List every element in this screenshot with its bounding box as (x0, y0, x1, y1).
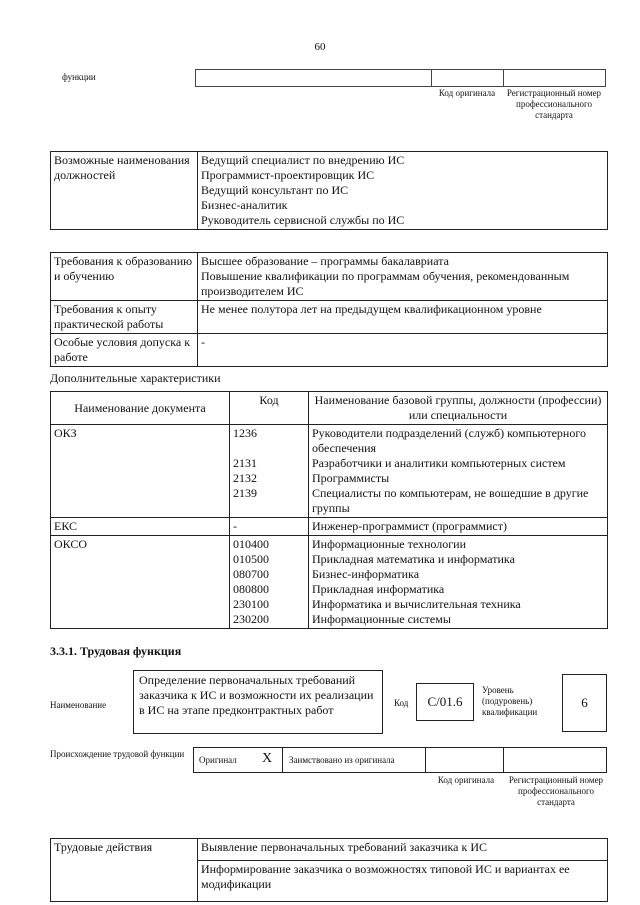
page-number: 60 (314, 41, 326, 53)
origin-label: Происхождение трудовой функции (50, 749, 185, 759)
name-value: Прикладная математика и информатика (312, 552, 515, 566)
borrowed-label: Заимствовано из оригинала (289, 755, 395, 765)
position-item: Программист-проектировщик ИС (201, 168, 375, 182)
reg-number-caption: Регистрационный номер профессионального стандарта (508, 775, 604, 807)
header-name: Наименование базовой группы, должности (профессии) или специальности (309, 392, 608, 425)
code-value: 080800 (233, 582, 269, 596)
code-value: 2139 (233, 486, 257, 500)
position-item: Руководитель сервисной службы по ИС (201, 213, 405, 227)
education-value (198, 253, 608, 301)
code-label: Код (394, 698, 409, 708)
actions-label: Трудовые действия (51, 839, 198, 902)
positions-list (198, 152, 608, 230)
positions-label: Возможные наименования должностей (51, 152, 198, 230)
names-okso (309, 536, 608, 629)
name-value: Специалисты по компьютерам, не вошедшие в другие группы (312, 486, 589, 515)
reg-number-caption: Регистрационный номер профессионального стандарта (506, 88, 602, 120)
section-heading: 3.3.1. Трудовая функция (50, 644, 182, 658)
function-name-box: Определение первоначальных требований заказчика к ИС и возможности их реализации в ИС на этапе предконтрактных работ (133, 670, 383, 734)
positions-table (50, 151, 608, 230)
divider (503, 747, 504, 773)
education-line: Повышение квалификации по программам обучения, рекомендованным производителем ИС (201, 269, 570, 298)
education-label: Требования к образованию и обучению (51, 253, 198, 301)
position-item: Ведущий консультант по ИС (201, 183, 349, 197)
name-value: Информационные системы (312, 612, 451, 626)
code-value: 2131 (233, 456, 257, 470)
requirements-table (50, 252, 608, 367)
doc-eks: ЕКС (51, 518, 230, 536)
original-mark: X (262, 751, 273, 766)
names-okz (309, 425, 608, 518)
function-code-box: С/01.6 (416, 683, 474, 721)
function-label: функции (62, 72, 96, 82)
experience-label: Требования к опыту практической работы (51, 301, 198, 334)
name-value: Инженер-программист (программист) (309, 518, 608, 536)
name-value: Руководители подразделений (служб) компьютерного обеспечения (312, 426, 586, 455)
conditions-label: Особые условия допуска к работе (51, 334, 198, 367)
code-value: 230200 (233, 612, 269, 626)
origin-row (193, 747, 607, 773)
codes-okz (230, 425, 309, 518)
name-value: Информационные технологии (312, 537, 467, 551)
code-value: - (230, 518, 309, 536)
level-box: 6 (562, 674, 607, 732)
action-item: Выявление первоначальных требований заказчика к ИС (198, 839, 608, 861)
code-value: 010400 (233, 537, 269, 551)
codes-okso (230, 536, 309, 629)
education-line: Высшее образование – программы бакалавриата (201, 254, 449, 268)
experience-value: Не менее полутора лет на предыдущем квалификационном уровне (198, 301, 608, 334)
actions-table (50, 838, 608, 902)
name-value: Разработчики и аналитики компьютерных систем (312, 456, 566, 470)
header-code: Код (230, 392, 309, 425)
conditions-value: - (198, 334, 608, 367)
name-value: Бизнес-информатика (312, 567, 420, 581)
action-item: Информирование заказчика о возможностях типовой ИС и вариантах ее модификации (198, 861, 608, 902)
name-value: Программисты (312, 471, 390, 485)
code-value: 010500 (233, 552, 269, 566)
doc-okso: ОКСО (51, 536, 230, 629)
code-original-caption: Код оригинала (438, 88, 496, 98)
extra-title: Дополнительные характеристики (50, 371, 221, 385)
doc-okz: ОКЗ (51, 425, 230, 518)
origin-reg-cell (503, 69, 606, 87)
position-item: Бизнес-аналитик (201, 198, 288, 212)
divider (425, 747, 426, 773)
original-label: Оригинал (199, 755, 237, 765)
code-value: 2132 (233, 471, 257, 485)
origin-empty-cell (195, 69, 432, 87)
name-value: Информатика и вычислительная техника (312, 597, 521, 611)
code-value: 1236 (233, 426, 257, 440)
extra-table (50, 391, 608, 629)
code-original-caption: Код оригинала (437, 775, 495, 785)
name-value: Прикладная информатика (312, 582, 445, 596)
code-value: 230100 (233, 597, 269, 611)
code-value: 080700 (233, 567, 269, 581)
level-label: Уровень (подуровень) квалификации (482, 685, 538, 717)
name-label: Наименование (50, 700, 107, 710)
position-item: Ведущий специалист по внедрению ИС (201, 153, 405, 167)
origin-code-cell (431, 69, 504, 87)
divider (282, 747, 283, 773)
header-doc: Наименование документа (51, 392, 230, 425)
